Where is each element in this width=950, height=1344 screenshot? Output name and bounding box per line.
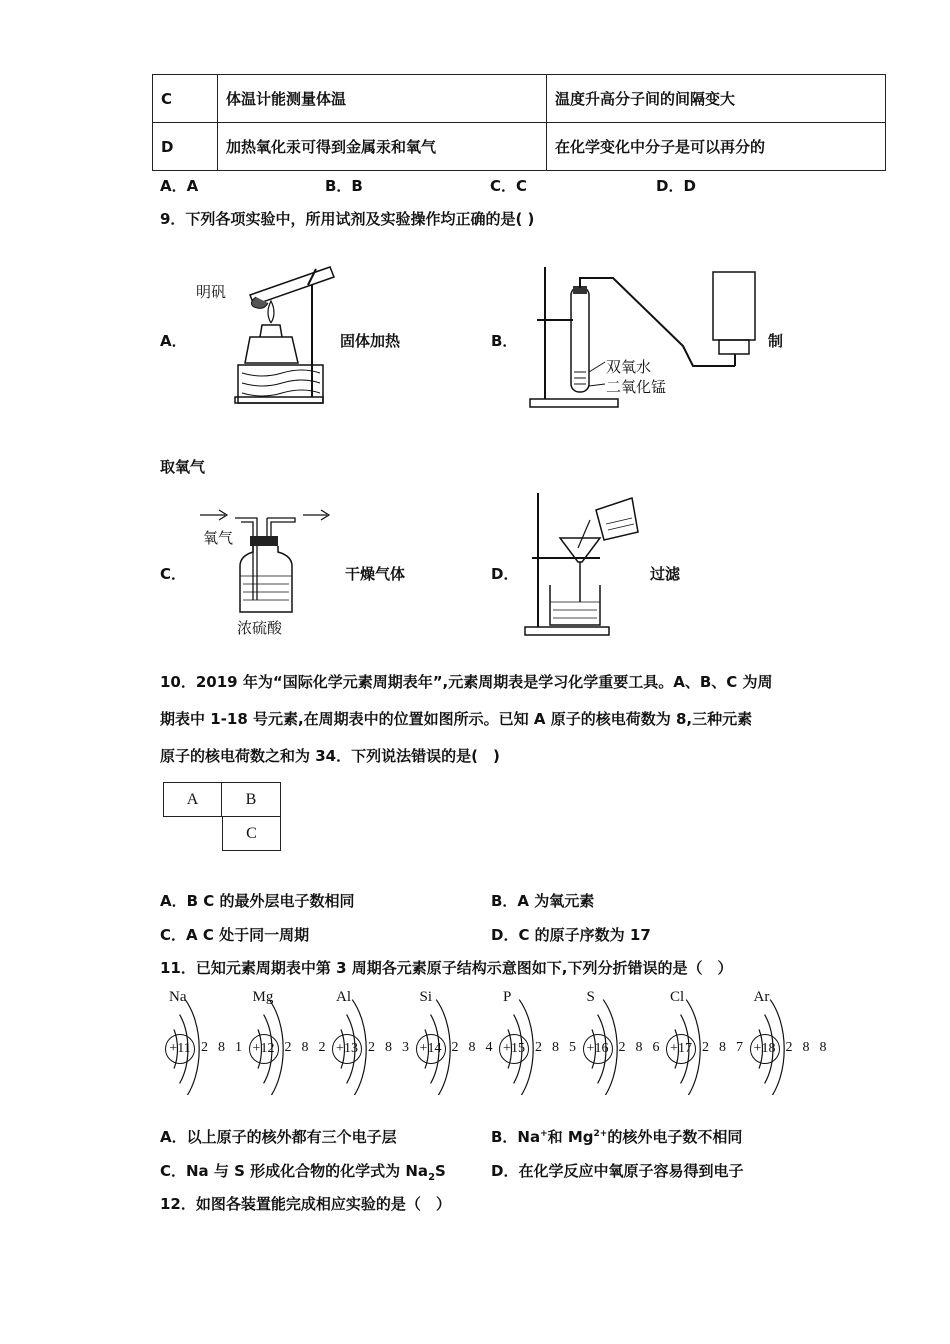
electron-count: 2 bbox=[201, 1040, 208, 1055]
electron-shell-arc bbox=[686, 1000, 700, 1095]
electron-count: 8 bbox=[719, 1040, 726, 1055]
atom-nucleus: +18 bbox=[750, 1034, 780, 1064]
q11-option-c[interactable] bbox=[160, 1160, 446, 1183]
collecting-bottle bbox=[713, 272, 755, 340]
q10-option-d[interactable]: D．C 的原子序数为 17 bbox=[491, 926, 651, 944]
alum-powder bbox=[251, 297, 268, 308]
electron-count: 8 bbox=[218, 1040, 225, 1055]
electron-count: 3 bbox=[402, 1040, 409, 1055]
gas-drying-apparatus bbox=[195, 500, 335, 620]
electron-shell-arc bbox=[764, 1015, 772, 1084]
q10-option-c[interactable]: C．A C 处于同一周期 bbox=[160, 926, 310, 944]
element-symbol: S bbox=[586, 989, 595, 1005]
pouring-beaker bbox=[596, 498, 638, 540]
atom-nucleus: +17 bbox=[666, 1034, 696, 1064]
alcohol-lamp bbox=[245, 337, 298, 363]
electron-shell-arc bbox=[341, 1030, 344, 1069]
electron-count: 2 bbox=[318, 1040, 326, 1055]
row-explanation: 温度升高分子间的间隔变大 bbox=[547, 75, 886, 123]
q11-option-c-sub: 2 bbox=[428, 1172, 436, 1183]
electron-shell-arc bbox=[603, 1000, 617, 1095]
q11-option-b-pre: B．Na bbox=[491, 1128, 541, 1146]
outlet-tube bbox=[267, 518, 295, 538]
q9-option-c-letter[interactable]: C． bbox=[160, 565, 187, 583]
periodic-cell-a: A bbox=[163, 782, 222, 817]
electron-count: 8 bbox=[552, 1040, 559, 1055]
q11-option-d[interactable]: D．在化学反应中氧原子容易得到电子 bbox=[491, 1162, 744, 1180]
inlet-arrow bbox=[200, 510, 227, 520]
electron-count: 2 bbox=[618, 1040, 626, 1055]
liquid bbox=[574, 372, 586, 384]
atom-diagram bbox=[165, 985, 249, 1095]
answer-table bbox=[152, 74, 886, 171]
atom-diagram bbox=[499, 985, 583, 1095]
stand-base bbox=[530, 399, 618, 407]
q9-option-b-letter[interactable]: B． bbox=[491, 332, 518, 350]
electron-shell-arc bbox=[352, 1000, 366, 1095]
q8-option-a[interactable]: A．A bbox=[160, 177, 199, 195]
wash-bottle bbox=[240, 546, 292, 612]
element-symbol: Ar bbox=[753, 989, 770, 1005]
electron-shell-arc bbox=[258, 1030, 261, 1069]
q11-option-a[interactable]: A．以上原子的核外都有三个电子层 bbox=[160, 1128, 397, 1146]
atom-diagram bbox=[583, 985, 667, 1095]
atom-nucleus: +13 bbox=[332, 1034, 362, 1064]
test-tube bbox=[250, 267, 334, 305]
row-fact: 加热氧化汞可得到金属汞和氧气 bbox=[218, 123, 547, 171]
delivery-tube bbox=[580, 278, 715, 366]
electron-count: 2 bbox=[535, 1040, 542, 1055]
gas-label-oxygen: 氧气 bbox=[203, 529, 234, 547]
q10-option-a[interactable]: A．B C 的最外层电子数相同 bbox=[160, 892, 355, 910]
electron-shell-arc bbox=[269, 1000, 283, 1095]
stand-base bbox=[525, 627, 609, 635]
atom-diagram bbox=[249, 985, 333, 1095]
q11-option-b-mid: 和 Mg bbox=[547, 1128, 594, 1146]
atom-diagram bbox=[750, 985, 834, 1095]
q10-option-b[interactable]: B．A 为氧元素 bbox=[491, 892, 595, 910]
row-letter: C bbox=[153, 75, 218, 123]
electron-shell-arc bbox=[430, 1015, 438, 1084]
electron-count: 2 bbox=[702, 1040, 709, 1055]
electron-shell-arc bbox=[508, 1030, 511, 1069]
reagent-label-mno2: 二氧化锰 bbox=[606, 378, 667, 396]
q10-stem-line1: 10．2019 年为“国际化学元素周期表年”,元素周期表是学习化学重要工具。A、B、C 为周 bbox=[160, 673, 773, 691]
electron-shell-arc bbox=[174, 1030, 177, 1069]
stand-base bbox=[235, 397, 323, 403]
table-row bbox=[153, 123, 886, 171]
reagent-label-peroxide: 双氧水 bbox=[606, 358, 652, 376]
electron-count: 6 bbox=[652, 1040, 660, 1055]
electron-count: 2 bbox=[451, 1040, 459, 1055]
atom-diagram bbox=[416, 985, 500, 1095]
q9-option-d-letter[interactable]: D． bbox=[491, 565, 519, 583]
atom-nucleus: +16 bbox=[583, 1034, 613, 1064]
row-letter: D bbox=[153, 123, 218, 171]
electron-shell-arc bbox=[597, 1015, 605, 1084]
electron-shell-arc bbox=[436, 1000, 450, 1095]
q8-option-c[interactable]: C．C bbox=[490, 177, 528, 195]
electron-shell-arc bbox=[347, 1015, 355, 1084]
solid-heating-apparatus bbox=[190, 245, 335, 410]
q10-stem-line3: 原子的核电荷数之和为 34．下列说法错误的是( ) bbox=[160, 747, 500, 765]
atom-nucleus: +12 bbox=[249, 1034, 279, 1064]
electron-count: 2 bbox=[368, 1040, 375, 1055]
q9-stem: 9．下列各项实验中，所用试剂及实验操作均正确的是( ) bbox=[160, 210, 535, 228]
electron-shell-arc bbox=[263, 1015, 271, 1084]
element-symbol: Cl bbox=[670, 989, 685, 1005]
element-symbol: Mg bbox=[252, 989, 274, 1005]
outlet-arrow bbox=[303, 510, 329, 520]
electron-shell-arc bbox=[180, 1015, 188, 1084]
q11-option-c-pre: C．Na 与 S 形成化合物的化学式为 Na bbox=[160, 1162, 429, 1180]
electron-shell-arc bbox=[185, 1000, 199, 1095]
q11-option-b[interactable] bbox=[491, 1126, 742, 1147]
atom-nucleus: +15 bbox=[499, 1034, 529, 1064]
row-fact: 体温计能测量体温 bbox=[218, 75, 547, 123]
glass-rod bbox=[578, 520, 590, 548]
electron-shell-arc bbox=[681, 1015, 689, 1084]
reagent-label-alum: 明矾 bbox=[196, 283, 227, 301]
q9-option-b-label-cont: 取氧气 bbox=[160, 458, 206, 476]
wood-grain bbox=[242, 370, 320, 396]
q9-option-d-label: 过滤 bbox=[650, 565, 681, 583]
atom-diagram bbox=[332, 985, 416, 1095]
periodic-cell-c: C bbox=[222, 816, 281, 851]
beaker bbox=[550, 585, 600, 625]
periodic-cell-b: B bbox=[222, 782, 281, 817]
element-symbol: Si bbox=[419, 989, 433, 1005]
electron-count: 8 bbox=[301, 1040, 309, 1055]
electron-count: 1 bbox=[235, 1040, 242, 1055]
q8-option-b[interactable]: B．B bbox=[325, 177, 363, 195]
electron-count: 8 bbox=[385, 1040, 392, 1055]
electron-count: 5 bbox=[569, 1040, 576, 1055]
electron-shell-arc bbox=[514, 1015, 522, 1084]
element-symbol: Al bbox=[336, 989, 351, 1005]
atom-nucleus: +14 bbox=[416, 1034, 446, 1064]
electron-shell-arc bbox=[759, 1030, 762, 1069]
filtration-apparatus bbox=[520, 490, 650, 640]
electron-count: 8 bbox=[468, 1040, 476, 1055]
electron-count: 8 bbox=[819, 1040, 827, 1055]
electron-count: 8 bbox=[802, 1040, 810, 1055]
row-explanation: 在化学变化中分子是可以再分的 bbox=[547, 123, 886, 171]
q9-option-a-letter[interactable]: A． bbox=[160, 332, 187, 350]
electron-shell-arc bbox=[592, 1030, 595, 1069]
electron-shell-arc bbox=[770, 1000, 784, 1095]
table-row bbox=[153, 75, 886, 123]
electron-shell-arc bbox=[675, 1030, 678, 1069]
q12-stem: 12．如图各装置能完成相应实验的是（ ） bbox=[160, 1195, 451, 1213]
atom-diagram bbox=[666, 985, 750, 1095]
electron-count: 8 bbox=[635, 1040, 643, 1055]
reagent-label-sulfuric-acid: 浓硫酸 bbox=[237, 619, 283, 637]
electron-shell-arc bbox=[425, 1030, 428, 1069]
electron-count: 2 bbox=[284, 1040, 292, 1055]
inlet-tube bbox=[235, 518, 257, 600]
q11-stem: 11．已知元素周期表中第 3 周期各元素原子结构示意图如下,下列分折错误的是（ ） bbox=[160, 959, 733, 977]
acid-liquid bbox=[240, 576, 292, 600]
flame bbox=[268, 301, 274, 323]
electron-count: 7 bbox=[736, 1040, 743, 1055]
element-symbol: P bbox=[503, 989, 512, 1005]
electron-count: 2 bbox=[785, 1040, 793, 1055]
electron-count: 4 bbox=[485, 1040, 493, 1055]
element-symbol: Na bbox=[169, 989, 187, 1005]
atom-nucleus: +11 bbox=[165, 1034, 195, 1064]
atom-structure-diagrams bbox=[0, 985, 950, 1095]
q9-option-a-label: 固体加热 bbox=[340, 332, 401, 350]
test-tube bbox=[571, 287, 589, 392]
electron-shell-arc bbox=[519, 1000, 533, 1095]
q9-option-b-label: 制 bbox=[768, 332, 784, 350]
q11-option-b-sup2: 2+ bbox=[593, 1129, 608, 1139]
q11-option-b-post: 的核外电子数不相同 bbox=[607, 1128, 743, 1146]
q11-option-c-post: S bbox=[435, 1162, 446, 1180]
stopper bbox=[250, 536, 278, 546]
q11-option-b-sup1: + bbox=[540, 1129, 548, 1139]
q10-stem-line2: 期表中 1-18 号元素,在周期表中的位置如图所示。已知 A 原子的核电荷数为 8,三种元素 bbox=[160, 710, 753, 728]
q9-option-c-label: 干燥气体 bbox=[345, 565, 406, 583]
q8-option-d[interactable]: D．D bbox=[656, 177, 696, 195]
